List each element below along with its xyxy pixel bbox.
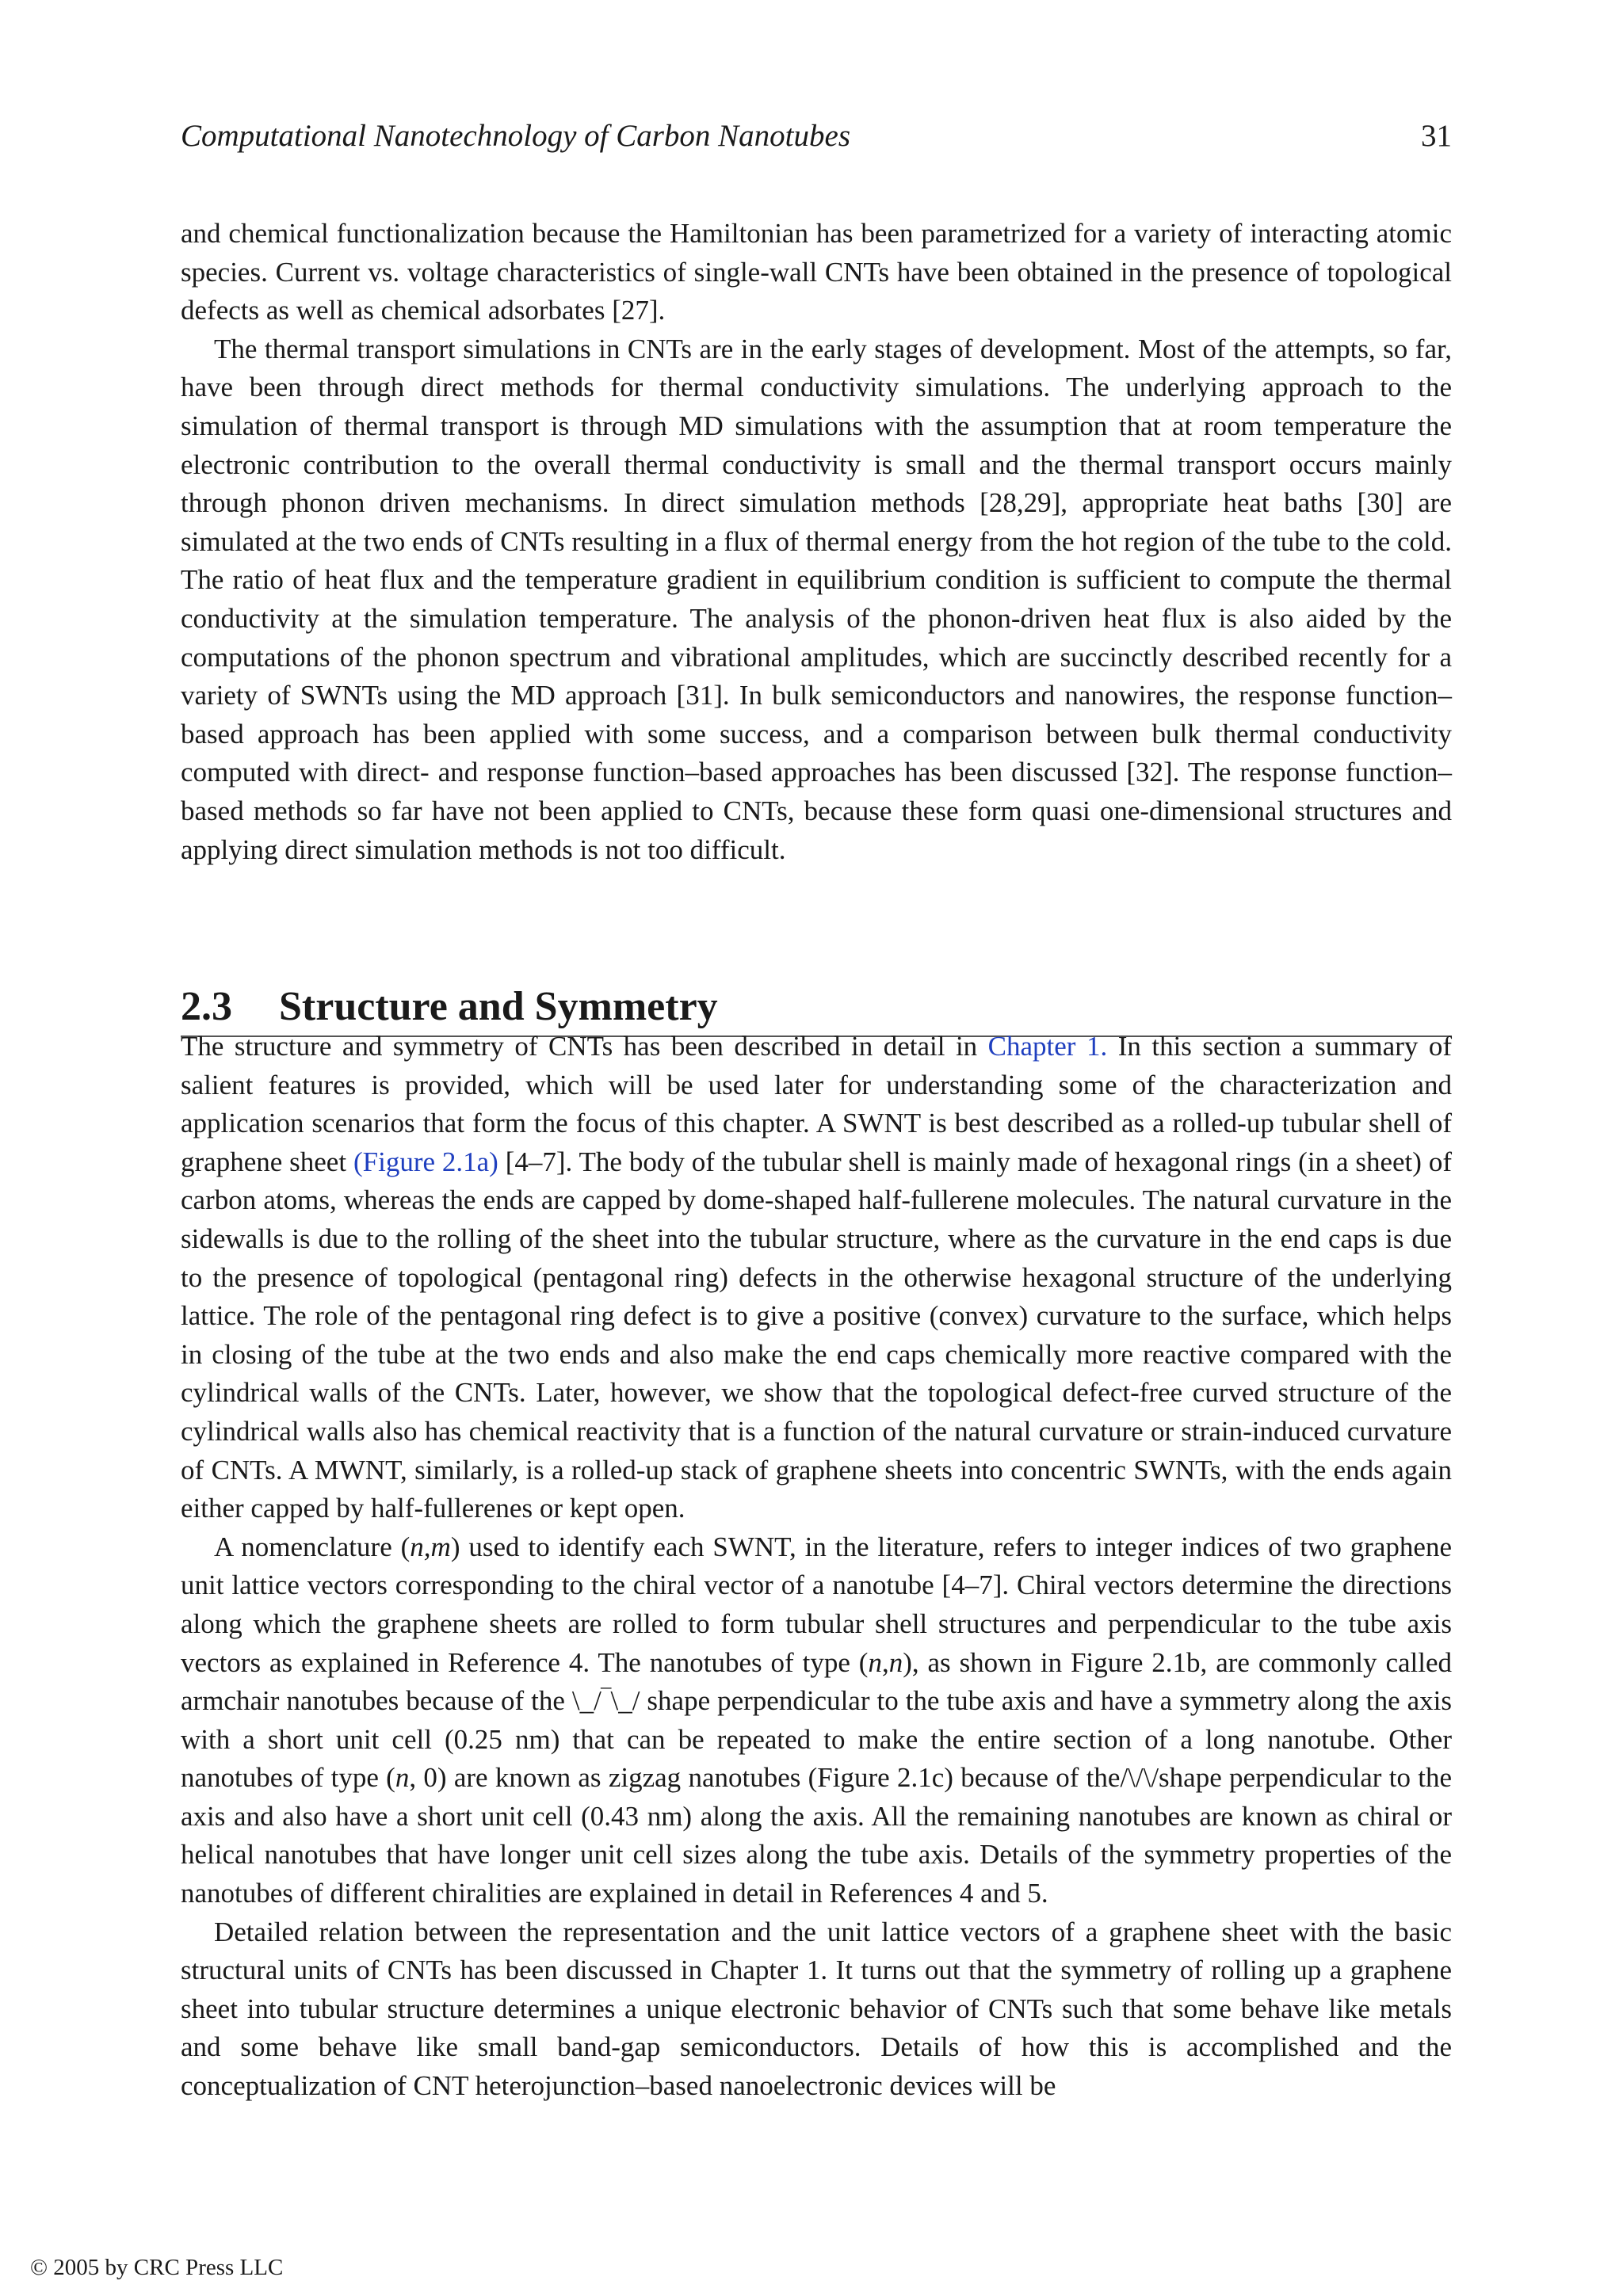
text-run: , 0) are known as zigzag nanotubes (Figure 2.1c) because of the/\/\/shape perpendicular to the axis and also have a short unit cell (0.43 nm) along the axis. All the remaining nanotubes are known as chiral or helical nanotubes that have longer unit cell sizes along the tube axis. Details of the symmetry properties of the nanotubes of different chiralities are explained in detail in References 4 and 5.: [181, 1762, 1452, 1909]
text-run: In this section a summary of salient features is provided, which will be used later for understanding some of the characterization and application scenarios that form the focus of this chapter. A SWNT is best described as a rolled-up tubular shell of graphene sheet: [181, 1031, 1453, 1177]
running-title: Computational Nanotechnology of Carbon Nanotubes: [181, 119, 850, 153]
paragraph-nomenclature: [181, 1528, 1452, 1913]
section-title: Structure and Symmetry: [279, 984, 718, 1030]
body-text-top: [181, 215, 1452, 869]
running-header: [181, 114, 1452, 158]
paragraph-structure-intro: [181, 1028, 1452, 1528]
math-variable: n: [395, 1762, 410, 1794]
text-run: ), as shown in Figure 2.1b, are commonly called armchair nanotubes because of the \_/‾\_/ shape perpendicular to the tube axis and have a symmetry along the axis with a short unit cell (0.25 nm) that can be repeated to make the entire section of a long nanotube. Other nanotubes of type (: [181, 1646, 1452, 1794]
paragraph-electronic-behavior: Detailed relation between the representation and the unit lattice vectors of a graphene sheet with the basic structural units of CNTs has been discussed in Chapter 1. It turns out that the symmetry of rolling up a graphene sheet into tubular structure determines a unique electronic behavior of CNTs such that some behave like metals and some behave like small band-gap semiconductors. Details of how this is accomplished and the conceptualization of CNT heterojunction–based nanoelectronic devices will be: [181, 1916, 1452, 2102]
page-number: 31: [1421, 119, 1452, 153]
text-run: The structure and symmetry of CNTs has been described in detail in: [181, 1031, 988, 1062]
text-run: ,: [881, 1646, 889, 1678]
copyright-notice: © 2005 by CRC Press LLC: [30, 2255, 284, 2280]
body-text-section: [181, 1028, 1452, 2106]
chapter-1-link[interactable]: Chapter 1.: [987, 1031, 1108, 1062]
text-run: ) used to identify each SWNT, in the literature, refers to integer indices of two graphene unit lattice vectors corresponding to the chiral vector of a nanotube [4–7]. Chiral vectors determine the directions along which the graphene sheets are rolled to form tubular shell structures and perpendicular to the tube axis vectors as explained in Reference 4. The nanotubes of type (: [181, 1531, 1452, 1678]
figure-2-1a-link[interactable]: (Figure 2.1a): [353, 1146, 498, 1177]
paragraph-thermal-transport: The thermal transport simulations in CNTs are in the early stages of development. Most of the attempts, so far, have been through direct methods for thermal conductivity simulations. The underlying approach to the simulation of thermal transport is through MD simulations with the assumption that at room temperature the electronic contribution to the overall thermal conductivity is small and the thermal transport occurs mainly through phonon driven mechanisms. In direct simulation methods [28,29], appropriate heat baths [30] are simulated at the two ends of CNTs resulting in a flux of thermal energy from the hot region of the tube to the cold. The ratio of heat flux and the temperature gradient in equilibrium condition is sufficient to compute the thermal conductivity at the simulation temperature. The analysis of the phonon-driven heat flux is also aided by the computations of the phonon spectrum and vibrational amplitudes, which are succinctly described recently for a variety of SWNTs using the MD approach [31]. In bulk semiconductors and nanowires, the response function–based approach has been applied with some success, and a comparison between bulk thermal conductivity computed with direct- and response function–based approaches has been discussed [32]. The response function–based methods so far have not been applied to CNTs, because these form quasi one-dimensional structures and applying direct simulation methods is not too difficult.: [181, 333, 1452, 865]
section-number: 2.3: [181, 984, 232, 1030]
math-variable: n: [868, 1646, 882, 1678]
paragraph-continuation: and chemical functionalization because the Hamiltonian has been parametrized for a variety of interacting atomic species. Current vs. voltage characteristics of single-wall CNTs have been obtained in the presence of topological defects as well as chemical adsorbates [27].: [181, 218, 1452, 326]
text-run: [4–7]. The body of the tubular shell is mainly made of hexagonal rings (in a sheet) of carbon atoms, whereas the ends are capped by dome-shaped half-fullerene molecules. The natural curvature in the sidewalls is due to the rolling of the sheet into the tubular structure, where as the curvature in the end caps is due to the presence of topological (pentagonal ring) defects in the otherwise hexagonal structure of the underlying lattice. The role of the pentagonal ring defect is to give a positive (convex) curvature to the surface, which helps in closing of the tube at the two ends and also make the end caps chemically more reactive compared with the cylindrical walls of the CNTs. Later, however, we show that the topological defect-free curved structure of the cylindrical walls also has chemical reactivity that is a function of the natural curvature or strain-induced curvature of CNTs. A MWNT, similarly, is a rolled-up stack of graphene sheets into concentric SWNTs, with the ends again either capped by half-fullerenes or kept open.: [181, 1146, 1452, 1524]
text-run: A nomenclature (: [214, 1531, 411, 1562]
math-variable: n,m: [410, 1531, 451, 1562]
math-variable: n: [888, 1646, 903, 1678]
